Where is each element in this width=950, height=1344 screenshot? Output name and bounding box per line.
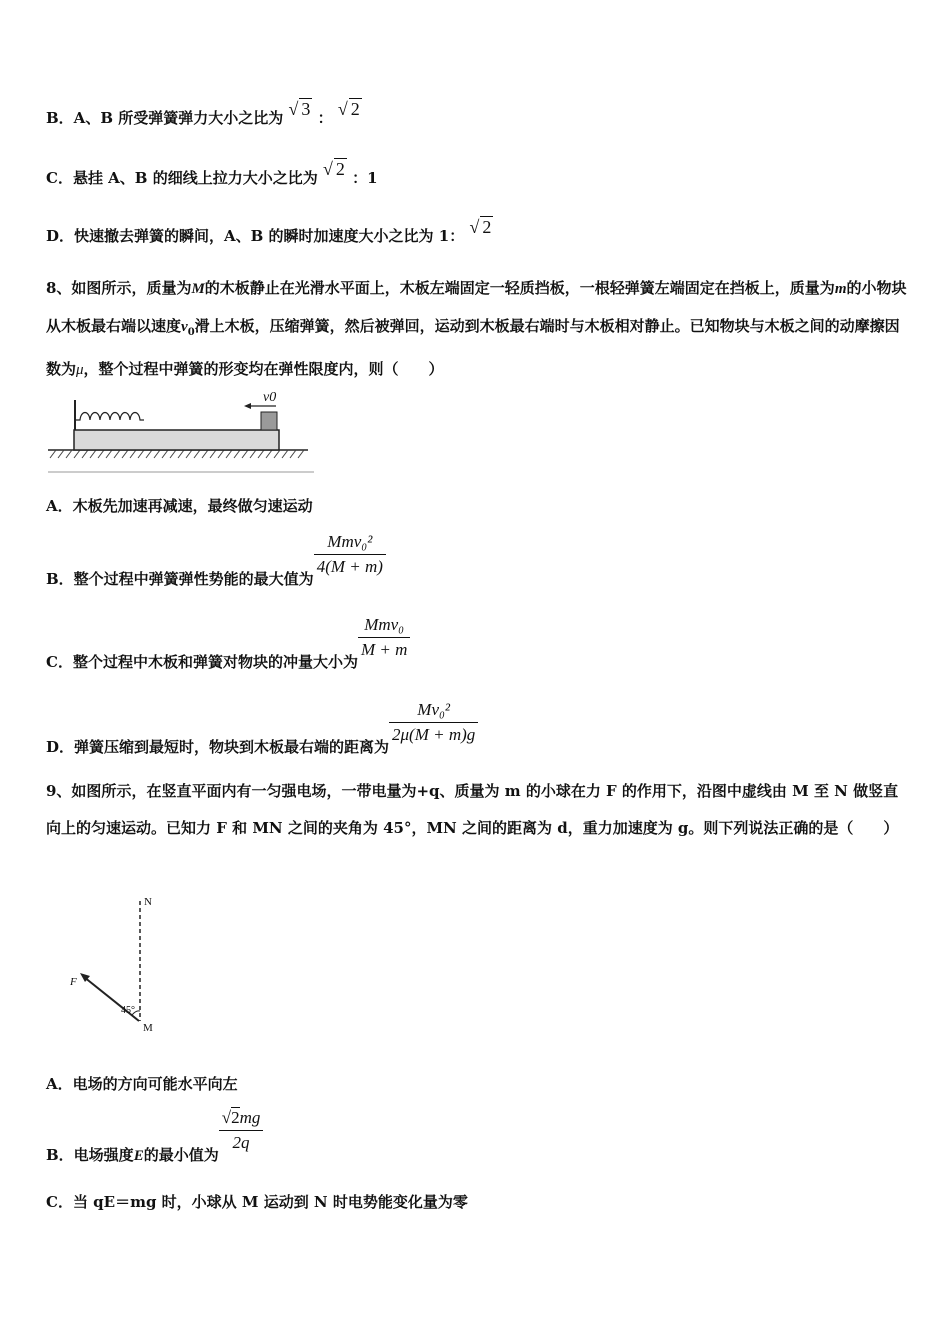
symbol-v0-sub: 0	[187, 327, 195, 338]
numerator-rest: mg	[239, 1108, 261, 1127]
radicand: 3	[301, 99, 311, 119]
sqrt-symbol: √ 3	[288, 99, 311, 119]
fraction-denominator: 2μ(M + m)g	[392, 725, 476, 744]
symbol-M: M	[191, 281, 205, 297]
ground-hatching	[50, 450, 304, 458]
q7-option-b-text: B．A、B 所受弹簧弹力大小之比为	[46, 109, 284, 127]
symbol-E: E	[133, 1147, 144, 1164]
ratio-suffix: ：1	[352, 169, 378, 187]
q7-option-c-text: C．悬挂 A、B 的细线上拉力大小之比为	[46, 169, 318, 187]
angle-label: 45°	[121, 1005, 135, 1016]
q7-option-d-text: D．快速撤去弹簧的瞬间，A、B 的瞬时加速度大小之比为 1：	[46, 227, 465, 245]
q8-board-spring-figure	[44, 388, 316, 474]
q8-option-d	[46, 700, 478, 756]
q8-text-4: 滑上木板，压缩弹簧，然后被弹回，运动到木板最右端时与木板相对静止。已知物块与木板之间的动摩擦因数为	[46, 317, 900, 378]
velocity-label: v0	[263, 390, 277, 405]
q8-option-c-text: C．整个过程中木板和弹簧对物块的冲量大小为	[46, 652, 358, 671]
sqrt-symbol: √	[221, 1108, 232, 1127]
q9-option-a: A．电场的方向可能水平向左	[46, 1075, 238, 1093]
radicand: 2	[350, 99, 360, 119]
q8-option-b-text: B．整个过程中弹簧弹性势能的最大值为	[46, 569, 314, 588]
q9-option-b-prefix: B．电场强度	[46, 1145, 134, 1164]
symbol-mu: μ	[76, 362, 84, 378]
q8-stem	[46, 270, 908, 389]
spring	[75, 413, 144, 421]
fraction-numerator: Mv₀²	[389, 700, 478, 723]
q9-option-b-mid: 的最小值为	[143, 1145, 219, 1164]
fraction-numerator: Mmv₀²	[314, 532, 386, 555]
point-m-label: M	[143, 1022, 153, 1034]
symbol-m: m	[834, 281, 847, 297]
q9-option-c: C．当 qE＝mg 时，小球从 M 运动到 N 时电势能变化量为零	[46, 1193, 468, 1211]
fraction-denominator: M + m	[360, 640, 408, 659]
fraction-denominator: 4(M + m)	[316, 557, 383, 576]
q7-option-b	[46, 99, 362, 128]
fraction-numerator	[219, 1108, 264, 1131]
sqrt-symbol: √ 2	[322, 159, 345, 179]
radicand: 2	[335, 159, 345, 179]
q9-stem: 9、如图所示，在竖直平面内有一匀强电场，一带电量为+q、质量为 m 的小球在力 F 的作用下，沿图中虚线由 M 至 N 做竖直向上的匀速运动。已知力 F 和 MN 之间的夹角为 45°，MN 之间的距离为 d，重力加速度为 g。则下列说法正确的是（ ）	[46, 782, 899, 837]
q9-option-b-text	[46, 1146, 219, 1164]
q7-option-d	[46, 217, 493, 246]
q8-text-1: 8、如图所示，质量为	[46, 279, 192, 297]
q8-text-3: 的小物块从木板最右端以速度	[46, 279, 907, 335]
ratio-colon: ：	[317, 109, 333, 127]
fraction	[219, 1108, 264, 1153]
q9-force-figure	[66, 893, 166, 1038]
force-f-label: F	[70, 976, 77, 988]
q8-option-b	[46, 532, 386, 588]
wood-board	[74, 430, 279, 450]
q8-option-c	[46, 615, 410, 671]
q7-option-c	[46, 159, 378, 188]
fraction	[314, 532, 386, 577]
small-block	[261, 412, 277, 430]
fraction-numerator: Mmv₀	[358, 615, 410, 638]
sqrt-symbol: √ 2	[337, 99, 360, 119]
point-n-label: N	[144, 896, 152, 908]
fraction-denominator: 2q	[232, 1133, 250, 1152]
q8-option-a: A．木板先加速再减速，最终做匀速运动	[46, 497, 313, 515]
q8-option-d-text: D．弹簧压缩到最短时，物块到木板最右端的距离为	[46, 737, 390, 756]
fraction	[358, 615, 410, 660]
fraction	[389, 700, 478, 745]
radicand: 2	[231, 1108, 240, 1127]
q8-text-2: 的木板静止在光滑水平面上，木板左端固定一轻质挡板，一根轻弹簧左端固定在挡板上，质量为	[204, 279, 835, 297]
q9-option-b	[46, 1108, 263, 1164]
q8-text-5: ，整个过程中弹簧的形变均在弹性限度内，则（ ）	[83, 360, 444, 378]
arrowhead	[244, 403, 251, 409]
sqrt-symbol: √ 2	[469, 217, 492, 237]
symbol-v0: v	[181, 319, 188, 335]
radicand: 2	[482, 217, 492, 237]
